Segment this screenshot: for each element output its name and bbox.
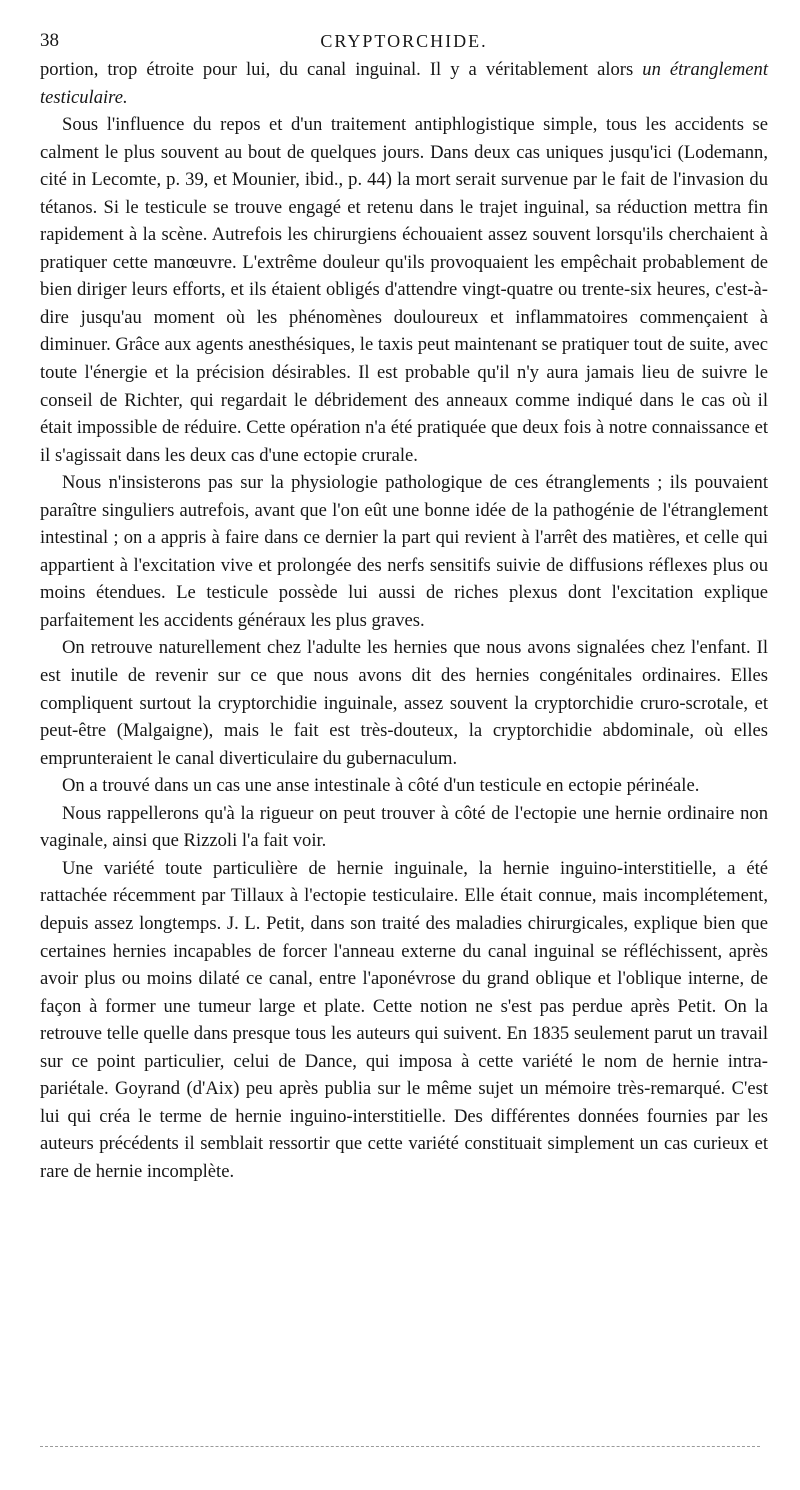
- paragraph-7: Une variété toute particulière de hernie inguinale, la hernie inguino-interstitielle, a été rattachée récemment par Tillaux à l'ectopie testiculaire. Elle était connue, mais incomplétement, depuis assez longtemps. J. L. Petit, dans son traité des maladies chirurgicales, explique bien que certaines hernies incapables de forcer l'anneau externe du canal inguinal se réfléchissent, après avoir plus ou moins dilaté ce canal, entre l'aponévrose du grand oblique et l'oblique interne, de façon à former une tumeur large et plate. Cette notion ne s'est pas perdue après Petit. On la retrouve telle quelle dans presque tous les auteurs qui suivent. En 1835 seulement parut un travail sur ce point particulier, celui de Dance, qui imposa à cette variété le nom de hernie intra-pariétale. Goyrand (d'Aix) peu après publia sur le même sujet un mémoire très-remarqué. C'est lui qui créa le terme de hernie inguino-interstitielle. Des différentes données fournies par les auteurs précédents il semblait ressortir que cette variété constituait simplement un cas curieux et rare de hernie incomplète.: [40, 857, 768, 1182]
- paragraph-1-text: portion, trop étroite pour lui, du canal inguinal. Il y a véritablement alors: [40, 59, 643, 80]
- paragraph-3: Nous n'insisterons pas sur la physiologie pathologique de ces étranglements ; ils pouvaient paraître singuliers autrefois, avant que l'on eût une bonne idée de la pathogénie de l'étranglement intestinal ; on a appris à faire dans ce dernier la part qui revient à l'arrêt des matières, et celle qui appartient à l'excitation vive et prolongée des nerfs sensitifs suivie de diffusions réflexes plus ou moins étendues. Le testicule possède lui aussi de riches plexus dont l'excitation explique parfaitement les accidents généraux les plus graves.: [40, 472, 768, 631]
- paragraph-1-italic: un étranglement testiculaire.: [40, 59, 768, 108]
- footer-dashed-rule: [40, 1446, 760, 1447]
- body-text: [40, 56, 768, 1185]
- page-number: 38: [40, 30, 59, 51]
- paragraph-5: On a trouvé dans un cas une anse intestinale à côté d'un testicule en ectopie périnéale.: [62, 775, 700, 797]
- page-header: [40, 26, 768, 56]
- paragraph-1: [40, 56, 768, 111]
- paragraph-4: On retrouve naturellement chez l'adulte les hernies que nous avons signalées chez l'enfant. Il est inutile de revenir sur ce que nous avons dit des hernies congénitales ordinaires. Elles compliquent surtout la cryptorchidie inguinale, assez souvent la cryptorchidie cruro-scrotale, et peut-être (Malgaigne), mais le fait est très-douteux, la cryptorchidie abdominale, où elles emprunteraient le canal diverticulaire du gubernaculum.: [40, 637, 768, 769]
- document-page: [40, 26, 768, 1185]
- running-title: CRYPTORCHIDE.: [320, 31, 488, 51]
- paragraph-2: Sous l'influence du repos et d'un traitement antiphlogistique simple, tous les accidents se calment le plus souvent au bout de quelques jours. Dans deux cas uniques jusqu'ici (Lodemann, cité in Lecomte, p. 39, et Mounier, ibid., p. 44) la mort serait survenue par le fait de l'invasion du tétanos. Si le testicule se trouve engagé et retenu dans le trajet inguinal, sa réduction mettra fin rapidement à la scène. Autrefois les chirurgiens échouaient assez souvent lorsqu'ils cherchaient à pratiquer cette manœuvre. L'extrême douleur qu'ils provoquaient les empêchait probablement de bien diriger leurs efforts, et ils étaient obligés d'attendre vingt-quatre ou trente-six heures, c'est-à-dire jusqu'au moment où les phénomènes douloureux et inflammatoires commençaient à diminuer. Grâce aux agents anesthésiques, le taxis peut maintenant se pratiquer tout de suite, avec toute l'énergie et la précision désirables. Il est probable qu'il n'y aura jamais lieu de suivre le conseil de Richter, qui regardait le débridement des anneaux comme indiqué dans le cas où il était impossible de réduire. Cette opération n'a été pratiquée que deux fois à notre connaissance et il s'agissait dans les deux cas d'une ectopie crurale.: [40, 114, 768, 466]
- paragraph-6: Nous rappellerons qu'à la rigueur on peut trouver à côté de l'ectopie une hernie ordinaire non vaginale, ainsi que Rizzoli l'a fait voir.: [40, 802, 768, 852]
